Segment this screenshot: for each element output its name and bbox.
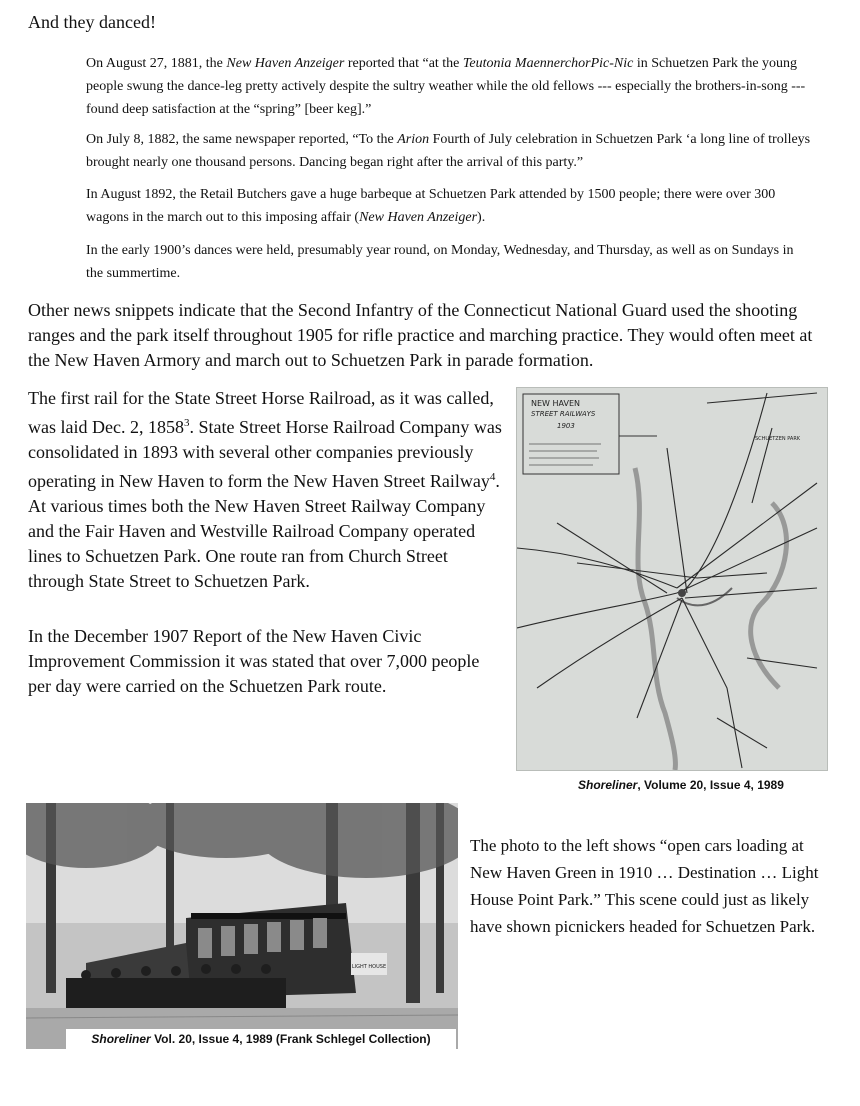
section-heading: And they danced! [28, 12, 156, 32]
quote-1900s: In the early 1900’s dances were held, presumably year round, on Monday, Wednesday, and Thursday, as well as on Sundays in the summertime. [86, 243, 794, 281]
map-schuetzen-park-label: SCHUETZEN PARK [755, 436, 801, 442]
paragraph-infantry: Other news snippets indicate that the Second Infantry of the Connecticut National Guard used the shooting ranges and the park itself throughout 1905 for rifle practice and marching practice. They would often meet at the New Haven Armory and march out to Schuetzen Park in parade formation. [28, 300, 813, 370]
quote-1892: In August 1892, the Retail Butchers gave a huge barbeque at Schuetzen Park attended by 1500 people; there were over 300 wagons in the march out to this imposing affair (New Haven Anzeiger). [86, 187, 776, 225]
paragraph-rail-history: The first rail for the State Street Horse Railroad, as it was called, was laid Dec. 2, 1858$^3$. State Street Horse Railroad Company was consolidated in 1893 with several other companies previously operating in New Haven to form the New Haven Street Railway$^4$. At various times both the New Haven Street Railway Company and the Fair Haven and Westville Railroad Company operated lines to Schuetzen Park. One route ran from Church Street through State Street to Schuetzen Park. [28, 388, 502, 591]
quote-1882: On July 8, 1882, the same newspaper reported, “To the Arion Fourth of July celebration in Schuetzen Park ‘a long line of trolleys brought nearly one thousand persons. Dancing began right after the arrival of this party.” [86, 132, 811, 170]
quote-1881: On August 27, 1881, the New Haven Anzeiger reported that “at the Teutonia MaennerchorPic-Nic in Schuetzen Park the young people swung the dance-leg pretty actively despite the sultry weather while the old fellows --- especially the brothers-in-song --- found deep satisfaction at the “spring” [beer keg].” [86, 56, 806, 117]
street-railways-map [516, 387, 828, 771]
map-title-line1: NEW HAVEN [531, 399, 580, 408]
map-caption: Shoreliner, Volume 20, Issue 4, 1989 [578, 778, 784, 792]
trolley-photo [26, 803, 458, 1049]
map-title-line2: STREET RAILWAYS [531, 410, 596, 418]
map-year: 1903 [557, 422, 575, 430]
trolley-destination-sign: LIGHT HOUSE [351, 964, 387, 970]
photo-caption: Shoreliner Vol. 20, Issue 4, 1989 (Frank Schlegel Collection) [66, 1029, 456, 1049]
paragraph-civic-report: In the December 1907 Report of the New Haven Civic Improvement Commission it was stated that over 7,000 people per day were carried on the Schuetzen Park route. [28, 626, 480, 696]
photo-description: The photo to the left shows “open cars loading at New Haven Green in 1910 … Destination … Light House Point Park.” This scene could just as likely have shown picnickers headed for Schuetzen Park. [470, 836, 819, 936]
